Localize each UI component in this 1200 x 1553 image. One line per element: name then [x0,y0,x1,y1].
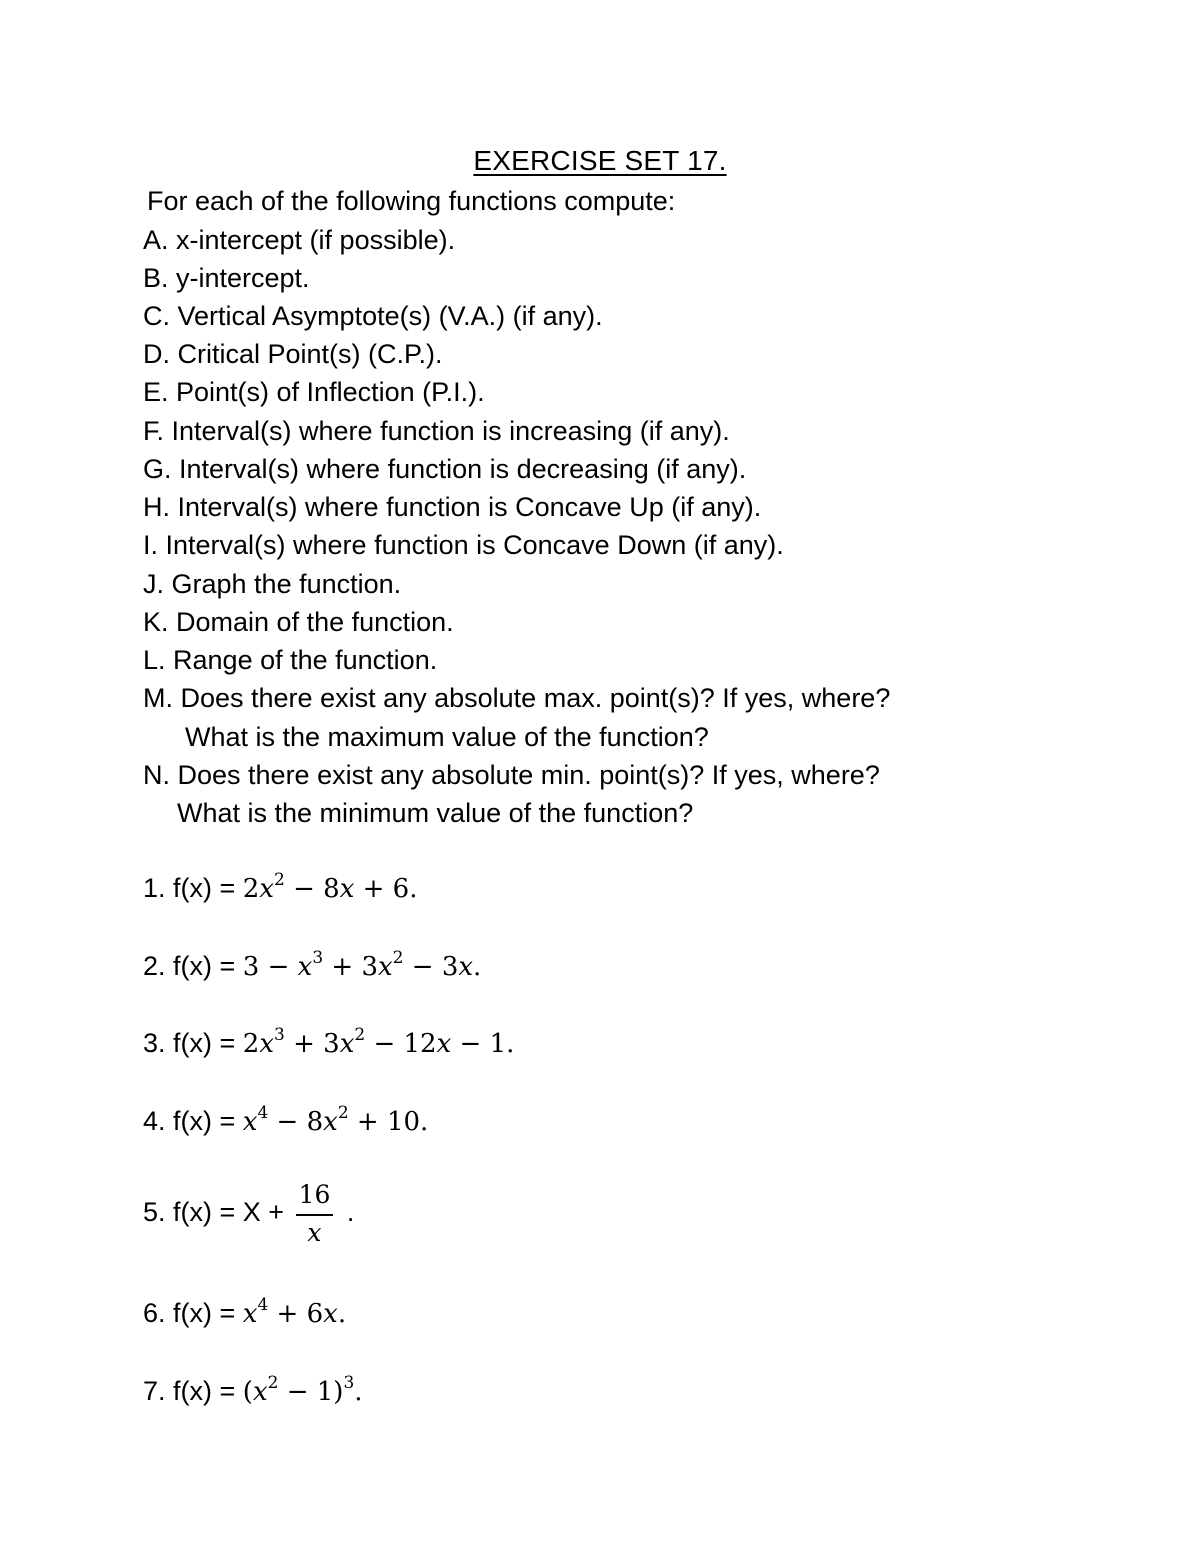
problem-label: 5. f(x) = [143,1197,243,1228]
problem-label: 2. f(x) = [143,951,243,981]
problem-4 [143,1103,428,1140]
task-b: B. y-intercept. [143,263,310,293]
task-a: A. x-intercept (if possible). [143,225,456,255]
fraction-numerator: 16 [296,1180,334,1216]
problem-7 [143,1373,363,1410]
problem-6 [143,1295,346,1332]
formula: $x^4 + 6x$. [242,1295,347,1329]
task-k: K. Domain of the function. [143,607,454,637]
problem-2 [143,948,481,985]
formula: $(x^2 - 1)^3$. [242,1373,363,1407]
task-l: L. Range of the function. [143,645,438,675]
problem-label: 3. f(x) = [143,1028,243,1058]
intro-text: For each of the following functions compute: [147,186,676,216]
task-m: M. Does there exist any absolute max. point(s)? If yes, where? [143,683,891,713]
problem-label: 7. f(x) = [143,1376,243,1406]
problem-label: 1. f(x) = [143,873,243,903]
fraction-denominator: x [307,1218,322,1247]
fraction [296,1180,334,1248]
formula: $3 - x^3 + 3x^2 - 3x$. [242,948,482,982]
task-g: G. Interval(s) where function is decreasing (if any). [143,454,747,484]
formula-end: . [339,1197,355,1228]
formula: $x^4 - 8x^2 + 10$. [242,1103,429,1137]
problem-label: 6. f(x) = [143,1298,243,1328]
task-c: C. Vertical Asymptote(s) (V.A.) (if any). [143,301,603,331]
problem-3 [143,1025,514,1062]
task-d: D. Critical Point(s) (C.P.). [143,339,443,369]
formula: $2x^3 + 3x^2 - 12x - 1$. [242,1025,515,1059]
problem-label: 4. f(x) = [143,1106,243,1136]
formula-text: X + [242,1197,292,1228]
formula: $2x^2 - 8x + 6$. [242,870,418,904]
task-m-continued: What is the maximum value of the function? [185,722,709,752]
task-e: E. Point(s) of Inflection (P.I.). [143,377,485,407]
task-h: H. Interval(s) where function is Concave Up (if any). [143,492,762,522]
task-n: N. Does there exist any absolute min. point(s)? If yes, where? [143,760,880,790]
task-n-continued: What is the minimum value of the function? [177,798,694,828]
task-i: I. Interval(s) where function is Concave Down (if any). [143,530,784,560]
page-title: EXERCISE SET 17. [473,145,727,176]
problem-5 [143,1180,354,1248]
problem-1 [143,870,417,907]
task-j: J. Graph the function. [143,569,402,599]
task-f: F. Interval(s) where function is increasing (if any). [143,416,730,446]
